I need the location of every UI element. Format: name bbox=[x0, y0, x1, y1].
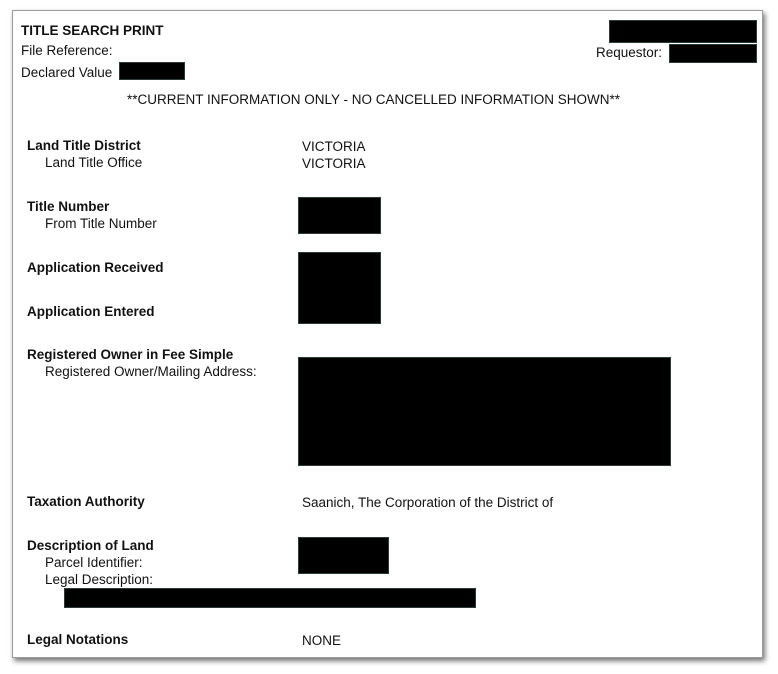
declared-value-redaction bbox=[119, 62, 185, 80]
legal-notations-label: Legal Notations bbox=[27, 632, 129, 647]
description-of-land-label: Description of Land bbox=[27, 538, 154, 553]
parcel-identifier-label: Parcel Identifier: bbox=[45, 555, 143, 570]
legal-description-redaction bbox=[64, 588, 476, 608]
land-title-district-value: VICTORIA bbox=[302, 139, 366, 154]
application-dates-redaction bbox=[298, 252, 381, 324]
legal-notations-value: NONE bbox=[302, 633, 342, 648]
taxation-authority-label: Taxation Authority bbox=[27, 494, 145, 509]
registered-owner-redaction bbox=[298, 357, 671, 466]
header-id-redaction bbox=[609, 20, 757, 43]
registered-owner-label: Registered Owner in Fee Simple bbox=[27, 347, 234, 362]
application-entered-label: Application Entered bbox=[27, 304, 155, 319]
land-title-district-label: Land Title District bbox=[27, 138, 141, 153]
requestor-redaction bbox=[669, 44, 757, 63]
document-title: TITLE SEARCH PRINT bbox=[21, 23, 164, 38]
from-title-number-label: From Title Number bbox=[45, 216, 157, 231]
parcel-identifier-redaction bbox=[298, 537, 389, 574]
declared-value-label: Declared Value bbox=[21, 65, 113, 80]
land-title-office-label: Land Title Office bbox=[45, 155, 143, 170]
current-info-notice: **CURRENT INFORMATION ONLY - NO CANCELLED INFORMATION SHOWN** bbox=[127, 92, 621, 107]
requestor-label: Requestor: bbox=[596, 45, 663, 60]
application-received-label: Application Received bbox=[27, 260, 164, 275]
title-number-label: Title Number bbox=[27, 199, 110, 214]
document-page bbox=[12, 10, 763, 658]
legal-description-label: Legal Description: bbox=[45, 572, 154, 587]
registered-owner-address-label: Registered Owner/Mailing Address: bbox=[45, 364, 257, 379]
title-number-redaction bbox=[298, 197, 381, 234]
file-reference-label: File Reference: bbox=[21, 43, 113, 58]
taxation-authority-value: Saanich, The Corporation of the District of bbox=[302, 495, 554, 510]
land-title-office-value: VICTORIA bbox=[302, 156, 366, 171]
